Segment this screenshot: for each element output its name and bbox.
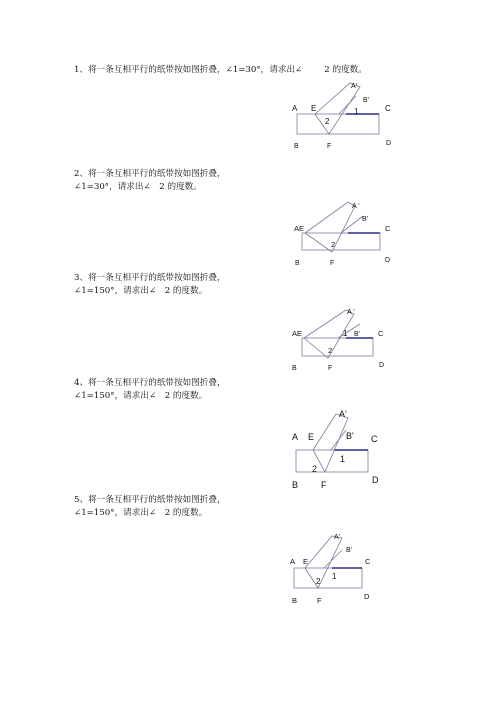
fig5-label-F: F (317, 596, 322, 605)
fig1-label-F: F (327, 143, 332, 150)
fig5-label-Bp: B' (346, 547, 353, 554)
problem-3-line1: 将一条互相平行的纸带按如图折叠， (88, 273, 226, 283)
fig1-label-C: C (385, 104, 391, 113)
fig3-label-F: F (328, 365, 333, 372)
fig1-label-1: 1 (354, 107, 359, 116)
fig5-label-B: B (292, 596, 298, 605)
problem-5-number: 5、 (74, 495, 89, 505)
fig5-label-C: C (365, 557, 371, 566)
fig4-label-B: B (292, 480, 299, 490)
fig3-label-2: 2 (328, 346, 333, 355)
problem-3-number: 3、 (74, 273, 89, 283)
problem-3-text (74, 272, 226, 298)
figure-4 (288, 404, 398, 494)
fig3-label-Bp: B' (354, 331, 361, 338)
fig3-label-1: 1 (343, 329, 348, 338)
figure-5 (288, 528, 398, 606)
fig1-label-D: D (386, 140, 392, 147)
figure-2 (288, 196, 398, 270)
problem-1-text (74, 64, 367, 77)
fig1-label-Ap: A' (351, 83, 358, 90)
problem-3-line2: ∠1=150°，请求出∠ 2 的度数。 (74, 286, 208, 296)
problem-1-number: 1、 (74, 65, 89, 75)
fig4-label-F: F (321, 480, 327, 490)
problem-4-number: 4、 (74, 378, 89, 388)
fig2-label-Ap: A ' (352, 203, 360, 210)
fig1-label-A: A (292, 104, 298, 113)
fig5-label-Ap: A' (334, 534, 341, 541)
fig5-label-2: 2 (316, 577, 321, 586)
fig5-label-A: A (290, 557, 296, 566)
fig2-label-C: C (385, 224, 391, 233)
fig4-label-C: C (371, 434, 378, 444)
problem-5-line1: 将一条互相平行的纸带按如图折叠， (88, 495, 226, 505)
problem-2-line2: ∠1=30°，请求出∠ 2 的度数。 (74, 182, 202, 192)
problem-4-text (74, 377, 226, 403)
problem-2-text (74, 168, 226, 194)
fig2-label-Bp: B' (362, 216, 369, 223)
fig1-label-Bp: B' (363, 97, 370, 104)
fig2-label-B: B (295, 260, 300, 267)
fig3-label-D: D (379, 362, 385, 369)
problem-2-number: 2、 (74, 169, 89, 179)
fig1-label-2: 2 (325, 117, 330, 126)
fig2-label-D: D (385, 257, 391, 264)
figure-3 (288, 302, 398, 374)
fig5-label-D: D (364, 592, 370, 601)
fig3-label-Ap: A ' (347, 309, 355, 316)
fig3-label-C: C (378, 329, 384, 338)
fig4-label-E: E (308, 432, 315, 442)
fig4-label-Ap: A' (339, 409, 347, 419)
problem-2-line1: 将一条互相平行的纸带按如图折叠， (88, 169, 226, 179)
fig4-label-D: D (372, 475, 379, 485)
fig4-label-Bp: B' (346, 431, 354, 441)
fig3-label-B: B (292, 365, 297, 372)
fig1-label-B: B (294, 143, 299, 150)
fig4-label-2: 2 (312, 464, 318, 474)
figure-1 (288, 78, 398, 154)
fig5-label-E: E (303, 557, 309, 566)
problem-1-line1b: 2 的度数。 (324, 65, 367, 75)
fig3-label-AE: AE (292, 329, 303, 338)
fig2-label-AE: AE (294, 224, 305, 233)
problem-5-text (74, 494, 226, 520)
fig4-label-A: A (292, 432, 299, 442)
fig5-label-1: 1 (332, 572, 337, 581)
fig4-label-1: 1 (340, 454, 346, 464)
fig2-label-2: 2 (331, 240, 336, 249)
problem-5-line2: ∠1=150°，请求出∠ 2 的度数。 (74, 508, 208, 518)
fig2-label-F: F (330, 260, 335, 267)
fig1-label-E: E (311, 104, 317, 113)
problem-4-line1: 将一条互相平行的纸带按如图折叠， (88, 378, 226, 388)
problem-4-line2: ∠1=150°，请求出∠ 2 的度数。 (74, 391, 208, 401)
problem-1-line1: 将一条互相平行的纸带按如图折叠，∠1=30°，请求出∠ (88, 65, 303, 75)
